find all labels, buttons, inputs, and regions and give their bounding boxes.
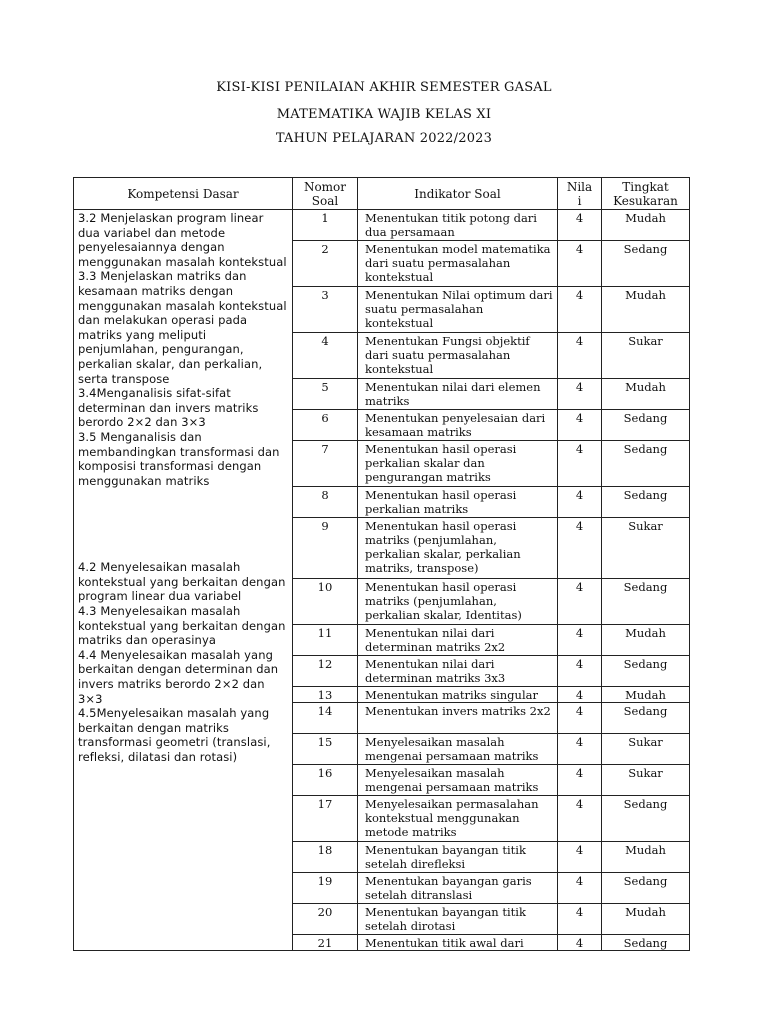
nilai-cell: 4 (558, 734, 602, 765)
nomor-soal-cell: 16 (293, 765, 358, 796)
tingkat-kesukaran-cell: Sedang (602, 579, 690, 625)
nomor-soal-cell: 21 (293, 935, 358, 951)
indikator-soal-cell: Menentukan nilai dari determinan matriks 3x3 (358, 656, 558, 687)
document-year: TAHUN PELAJARAN 2022/2023 (275, 131, 493, 146)
tingkat-kesukaran-cell: Sedang (602, 241, 690, 287)
indikator-soal-cell: Menentukan Nilai optimum dari suatu permasalahan kontekstual (358, 287, 558, 333)
kompetensi-dasar-item: 3.5 Menganalisis dan membandingkan transformasi dan komposisi transformasi dengan menggunakan matriks (78, 429, 280, 488)
tingkat-kesukaran-cell: Sedang (602, 873, 690, 904)
nomor-soal-cell: 18 (293, 842, 358, 873)
nilai-cell: 4 (558, 656, 602, 687)
indikator-soal-cell: Menentukan invers matriks 2x2 (358, 703, 558, 734)
tingkat-kesukaran-cell: Sedang (602, 935, 690, 951)
indikator-soal-cell: Menentukan bayangan titik setelah direfleksi (358, 842, 558, 873)
kompetensi-dasar-item: 4.4 Menyelesaikan masalah yang berkaitan dengan determinan dan invers matriks berordo 2×2 dan 3×3 (78, 647, 279, 706)
nomor-soal-cell: 20 (293, 904, 358, 935)
indikator-soal-cell: Menentukan penyelesaian dari kesamaan matriks (358, 410, 558, 441)
indikator-soal-cell: Menyelesaikan masalah mengenai persamaan matriks (358, 734, 558, 765)
tingkat-kesukaran-cell: Mudah (602, 904, 690, 935)
kompetensi-dasar-item: 4.2 Menyelesaikan masalah kontekstual yang berkaitan dengan program linear dua variabel (78, 560, 286, 604)
nomor-soal-cell: 14 (293, 703, 358, 734)
nilai-cell: 4 (558, 410, 602, 441)
header-indikator-soal: Indikator Soal (358, 178, 558, 210)
indikator-soal-cell: Menyelesaikan permasalahan kontekstual menggunakan metode matriks (358, 796, 558, 842)
nomor-soal-cell: 7 (293, 441, 358, 487)
kompetensi-dasar-item: 4.5Menyelesaikan masalah yang berkaitan dengan matriks transformasi geometri (translasi, refleksi, dilatasi dan rotasi) (78, 706, 271, 764)
tingkat-kesukaran-cell: Sedang (602, 487, 690, 518)
nomor-soal-cell: 15 (293, 734, 358, 765)
nilai-cell: 4 (558, 333, 602, 379)
nilai-cell: 4 (558, 904, 602, 935)
nomor-soal-cell: 1 (293, 210, 358, 241)
tingkat-kesukaran-cell: Sukar (602, 518, 690, 579)
nomor-soal-cell: 5 (293, 379, 358, 410)
indikator-soal-cell: Menentukan nilai dari elemen matriks (358, 379, 558, 410)
nilai-cell: 4 (558, 379, 602, 410)
tingkat-kesukaran-cell: Sedang (602, 410, 690, 441)
table-row (74, 210, 690, 241)
tingkat-kesukaran-cell: Sukar (602, 765, 690, 796)
nomor-soal-cell: 19 (293, 873, 358, 904)
nilai-cell: 4 (558, 687, 602, 703)
header-tingkat-kesukaran: Tingkat Kesukaran (602, 178, 690, 210)
header-nilai: Nila i (558, 178, 602, 210)
tingkat-kesukaran-cell: Sedang (602, 703, 690, 734)
indikator-soal-cell: Menentukan hasil operasi perkalian skalar dan pengurangan matriks (358, 441, 558, 487)
nilai-cell: 4 (558, 935, 602, 951)
tingkat-kesukaran-cell: Sukar (602, 333, 690, 379)
indikator-soal-cell: Menentukan titik awal dari (358, 935, 558, 951)
tingkat-kesukaran-cell: Mudah (602, 379, 690, 410)
indikator-soal-cell: Menentukan nilai dari determinan matriks 2x2 (358, 625, 558, 656)
table-header-row (74, 178, 690, 210)
nilai-cell: 4 (558, 796, 602, 842)
tingkat-kesukaran-cell: Sedang (602, 441, 690, 487)
nilai-cell: 4 (558, 441, 602, 487)
indikator-soal-cell: Menentukan matriks singular (358, 687, 558, 703)
indikator-soal-cell: Menentukan hasil operasi matriks (penjumlahan, perkalian skalar, perkalian matriks, transpose) (358, 518, 558, 579)
tingkat-kesukaran-cell: Sedang (602, 796, 690, 842)
kompetensi-dasar-item: 3.3 Menjelaskan matriks dan kesamaan matriks dengan menggunakan masalah kontekstual dan melakukan operasi pada matriks yang meliputi penjumlahan, pengurangan, perkalian skalar, dan perkalian, serta transpose (78, 269, 287, 386)
tingkat-kesukaran-cell: Mudah (602, 287, 690, 333)
nomor-soal-cell: 4 (293, 333, 358, 379)
header-nomor-soal: Nomor Soal (293, 178, 358, 210)
nilai-cell: 4 (558, 210, 602, 241)
document-title: KISI-KISI PENILAIAN AKHIR SEMESTER GASAL (216, 80, 552, 95)
tingkat-kesukaran-cell: Mudah (602, 210, 690, 241)
nilai-cell: 4 (558, 625, 602, 656)
nilai-cell: 4 (558, 241, 602, 287)
nilai-cell: 4 (558, 487, 602, 518)
tingkat-kesukaran-cell: Mudah (602, 625, 690, 656)
nomor-soal-cell: 10 (293, 579, 358, 625)
indikator-soal-cell: Menentukan hasil operasi matriks (penjumlahan, perkalian skalar, Identitas) (358, 579, 558, 625)
tingkat-kesukaran-cell: Sukar (602, 734, 690, 765)
nomor-soal-cell: 9 (293, 518, 358, 579)
indikator-soal-cell: Menyelesaikan masalah mengenai persamaan matriks (358, 765, 558, 796)
indikator-soal-cell: Menentukan Fungsi objektif dari suatu permasalahan kontekstual (358, 333, 558, 379)
nomor-soal-cell: 8 (293, 487, 358, 518)
nilai-cell: 4 (558, 579, 602, 625)
nomor-soal-cell: 12 (293, 656, 358, 687)
kompetensi-dasar-item: 4.3 Menyelesaikan masalah kontekstual yang berkaitan dengan matriks dan operasinya (78, 604, 286, 648)
indikator-soal-cell: Menentukan bayangan garis setelah ditranslasi (358, 873, 558, 904)
nomor-soal-cell: 11 (293, 625, 358, 656)
document-subtitle: MATEMATIKA WAJIB KELAS XI (276, 107, 492, 122)
nilai-cell: 4 (558, 518, 602, 579)
tingkat-kesukaran-cell: Mudah (602, 687, 690, 703)
nilai-cell: 4 (558, 703, 602, 734)
indikator-soal-cell: Menentukan bayangan titik setelah dirotasi (358, 904, 558, 935)
nomor-soal-cell: 2 (293, 241, 358, 287)
indikator-soal-cell: Menentukan hasil operasi perkalian matriks (358, 487, 558, 518)
nomor-soal-cell: 6 (293, 410, 358, 441)
indikator-soal-cell: Menentukan titik potong dari dua persamaan (358, 210, 558, 241)
nomor-soal-cell: 17 (293, 796, 358, 842)
tingkat-kesukaran-cell: Sedang (602, 656, 690, 687)
nilai-cell: 4 (558, 287, 602, 333)
kompetensi-dasar-item: 3.2 Menjelaskan program linear dua variabel dan metode penyelesaiannya dengan menggunakan masalah kontekstual (78, 211, 287, 269)
nilai-cell: 4 (558, 873, 602, 904)
nomor-soal-cell: 3 (293, 287, 358, 333)
nomor-soal-cell: 13 (293, 687, 358, 703)
header-kompetensi-dasar: Kompetensi Dasar (74, 178, 293, 210)
tingkat-kesukaran-cell: Mudah (602, 842, 690, 873)
kisi-kisi-table (73, 177, 690, 951)
kompetensi-dasar-cell (74, 210, 293, 951)
nilai-cell: 4 (558, 765, 602, 796)
kompetensi-dasar-item: 3.4Menganalisis sifat-sifat determinan dan invers matriks berordo 2×2 dan 3×3 (78, 386, 259, 430)
nilai-cell: 4 (558, 842, 602, 873)
indikator-soal-cell: Menentukan model matematika dari suatu permasalahan kontekstual (358, 241, 558, 287)
